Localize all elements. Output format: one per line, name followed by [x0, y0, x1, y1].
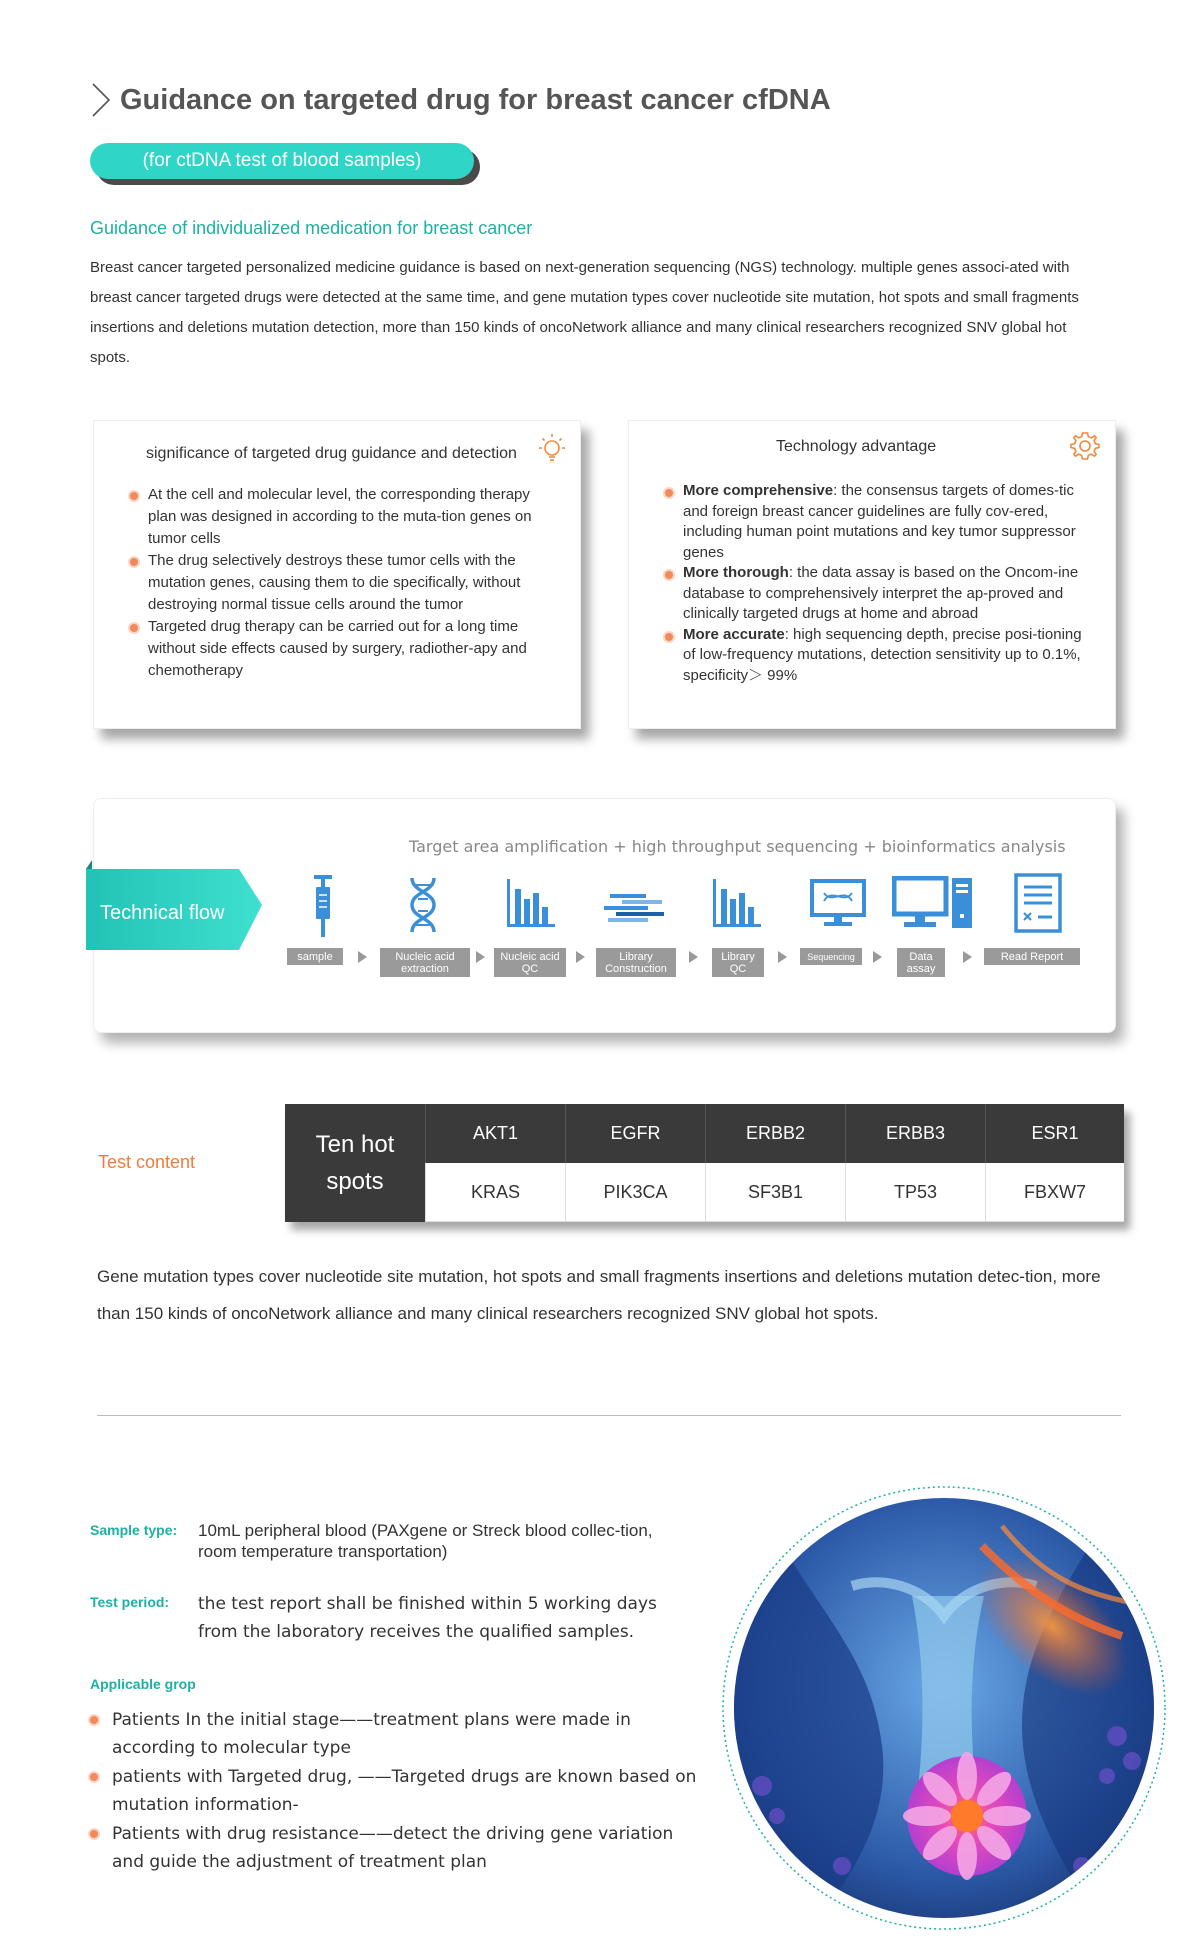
flow-step-label: Library QC: [712, 948, 764, 977]
arrow-right-icon: [963, 951, 972, 963]
gene-cell: EGFR: [565, 1104, 705, 1163]
arrow-right-icon: [778, 951, 787, 963]
flow-step-label: sample: [287, 948, 343, 965]
hot-spots-header: Ten hot spots: [285, 1104, 425, 1222]
flow-step-label: Sequencing: [800, 948, 862, 965]
list-item: Patients with drug resistance——detect the driving gene variation and guide the adjustment of treatment plan: [90, 1820, 700, 1876]
page-title: Guidance on targeted drug for breast cancer cfDNA: [120, 83, 831, 116]
sample-type-value: 10mL peripheral blood (PAXgene or Streck blood collec-tion, room temperature transportation): [198, 1521, 653, 1561]
dna-icon: [408, 876, 438, 934]
item-lead: More comprehensive: [683, 482, 834, 499]
significance-card: [93, 420, 581, 729]
section-divider: [97, 1415, 1121, 1416]
list-item: At the cell and molecular level, the corresponding therapy plan was designed in according to the muta-tion genes on tumor cells: [130, 484, 545, 550]
section-heading: Guidance of individualized medication for breast cancer: [90, 218, 533, 238]
syringe-icon: [306, 873, 340, 939]
list-item: [665, 563, 1090, 625]
list-item: Patients In the initial stage——treatment plans were made in according to molecular type: [90, 1706, 700, 1762]
report-icon: [1014, 873, 1062, 933]
gene-cell: TP53: [845, 1163, 985, 1222]
bar-chart-icon: [711, 877, 763, 929]
applicable-group-list: [90, 1706, 700, 1877]
lightbulb-icon: [534, 431, 570, 467]
library-icon: [602, 892, 666, 926]
breast-cancer-illustration: [722, 1486, 1166, 1930]
flow-step-label: Nucleic acid QC: [494, 948, 566, 977]
monitor-dna-icon: [810, 879, 866, 929]
bar-chart-icon: [505, 877, 557, 929]
flow-label: Technical flow: [100, 902, 225, 924]
sample-type-label: Sample type:: [90, 1522, 178, 1538]
chevron-right-icon: [90, 82, 112, 118]
advantage-card: [628, 420, 1116, 729]
page-title-wrap: [90, 82, 831, 118]
test-content-label: Test content: [98, 1152, 196, 1172]
flow-step-label: Nucleic acid extraction: [380, 948, 470, 977]
list-item: patients with Targeted drug, ——Targeted drugs are known based on mutation information-: [90, 1763, 700, 1819]
item-text: : high sequencing depth, precise posi-tioning of low-frequency mutations, detection sensitivity up to 0.1%, specificity＞ 99%: [683, 625, 1082, 684]
item-text: : the consensus targets of domes-tic and foreign breast cancer guidelines are fully cov-ered, including human point mutations and key tumor suppressor genes: [683, 482, 1076, 561]
list-item: The drug selectively destroys these tumor cells with the mutation genes, causing them to die specifically, without destroying normal tissue cells around the tumor: [130, 550, 545, 616]
flow-step-label: Data assay: [897, 948, 945, 977]
test-period-label: Test period:: [90, 1594, 170, 1610]
significance-list: [130, 484, 545, 682]
applicable-group-label: Applicable grop: [90, 1676, 196, 1692]
computer-icon: [892, 876, 974, 930]
list-item: Targeted drug therapy can be carried out for a long time without side effects caused by surgery, radiother-apy and chemotherapy: [130, 616, 545, 682]
arrow-right-icon: [576, 951, 585, 963]
arrow-right-icon: [873, 951, 882, 963]
gene-mutation-note: Gene mutation types cover nucleotide site mutation, hot spots and small fragments insertions and deletions mutation detec-tion, more than 150 kinds of oncoNetwork alliance and many clinical researchers recognized SNV global hot spots.: [97, 1267, 1101, 1323]
gene-cell: PIK3CA: [565, 1163, 705, 1222]
list-item: [665, 625, 1090, 687]
gene-cell: AKT1: [425, 1104, 565, 1163]
advantage-list: [665, 481, 1090, 686]
item-lead: More accurate: [683, 625, 785, 643]
gene-cell: SF3B1: [705, 1163, 845, 1222]
arrow-right-icon: [476, 951, 485, 963]
advantage-title: Technology advantage: [776, 438, 937, 455]
sample-type-pill: (for ctDNA test of blood samples): [90, 143, 474, 179]
arrow-right-icon: [358, 951, 367, 963]
flow-step-label: Read Report: [984, 948, 1080, 965]
gene-cell: ERBB3: [845, 1104, 985, 1163]
flow-step-label: Library Construction: [596, 948, 676, 977]
intro-paragraph: Breast cancer targeted personalized medicine guidance is based on next-generation sequencing (NGS) technology. multiple genes associ-ated with breast cancer targeted drugs were detected at the same time, and gene mutation types cover nucleotide site mutation, hot spots and small fragments insertions and deletions mutation detection, more than 150 kinds of oncoNetwork alliance and many clinical researchers recognized SNV global hot spots.: [90, 259, 1079, 366]
gene-cell: KRAS: [425, 1163, 565, 1222]
gene-cell: FBXW7: [985, 1163, 1124, 1222]
gene-cell: ESR1: [985, 1104, 1124, 1163]
list-item: [665, 481, 1090, 563]
item-text: : the data assay is based on the Oncom-ine database to comprehensively interpret the ap-proved and clinically targeted drugs at home and abroad: [683, 564, 1079, 622]
arrow-right-icon: [689, 951, 698, 963]
significance-title: significance of targeted drug guidance and detection: [146, 445, 517, 462]
gear-icon: [1068, 429, 1102, 463]
flow-subtitle: Target area amplification + high throughput sequencing + bioinformatics analysis: [409, 837, 1066, 856]
item-lead: More thorough: [683, 564, 789, 581]
hot-spots-table: [285, 1104, 1124, 1222]
test-period-value: the test report shall be finished within 5 working days from the laboratory receives the qualified samples.: [198, 1594, 657, 1642]
gene-cell: ERBB2: [705, 1104, 845, 1163]
